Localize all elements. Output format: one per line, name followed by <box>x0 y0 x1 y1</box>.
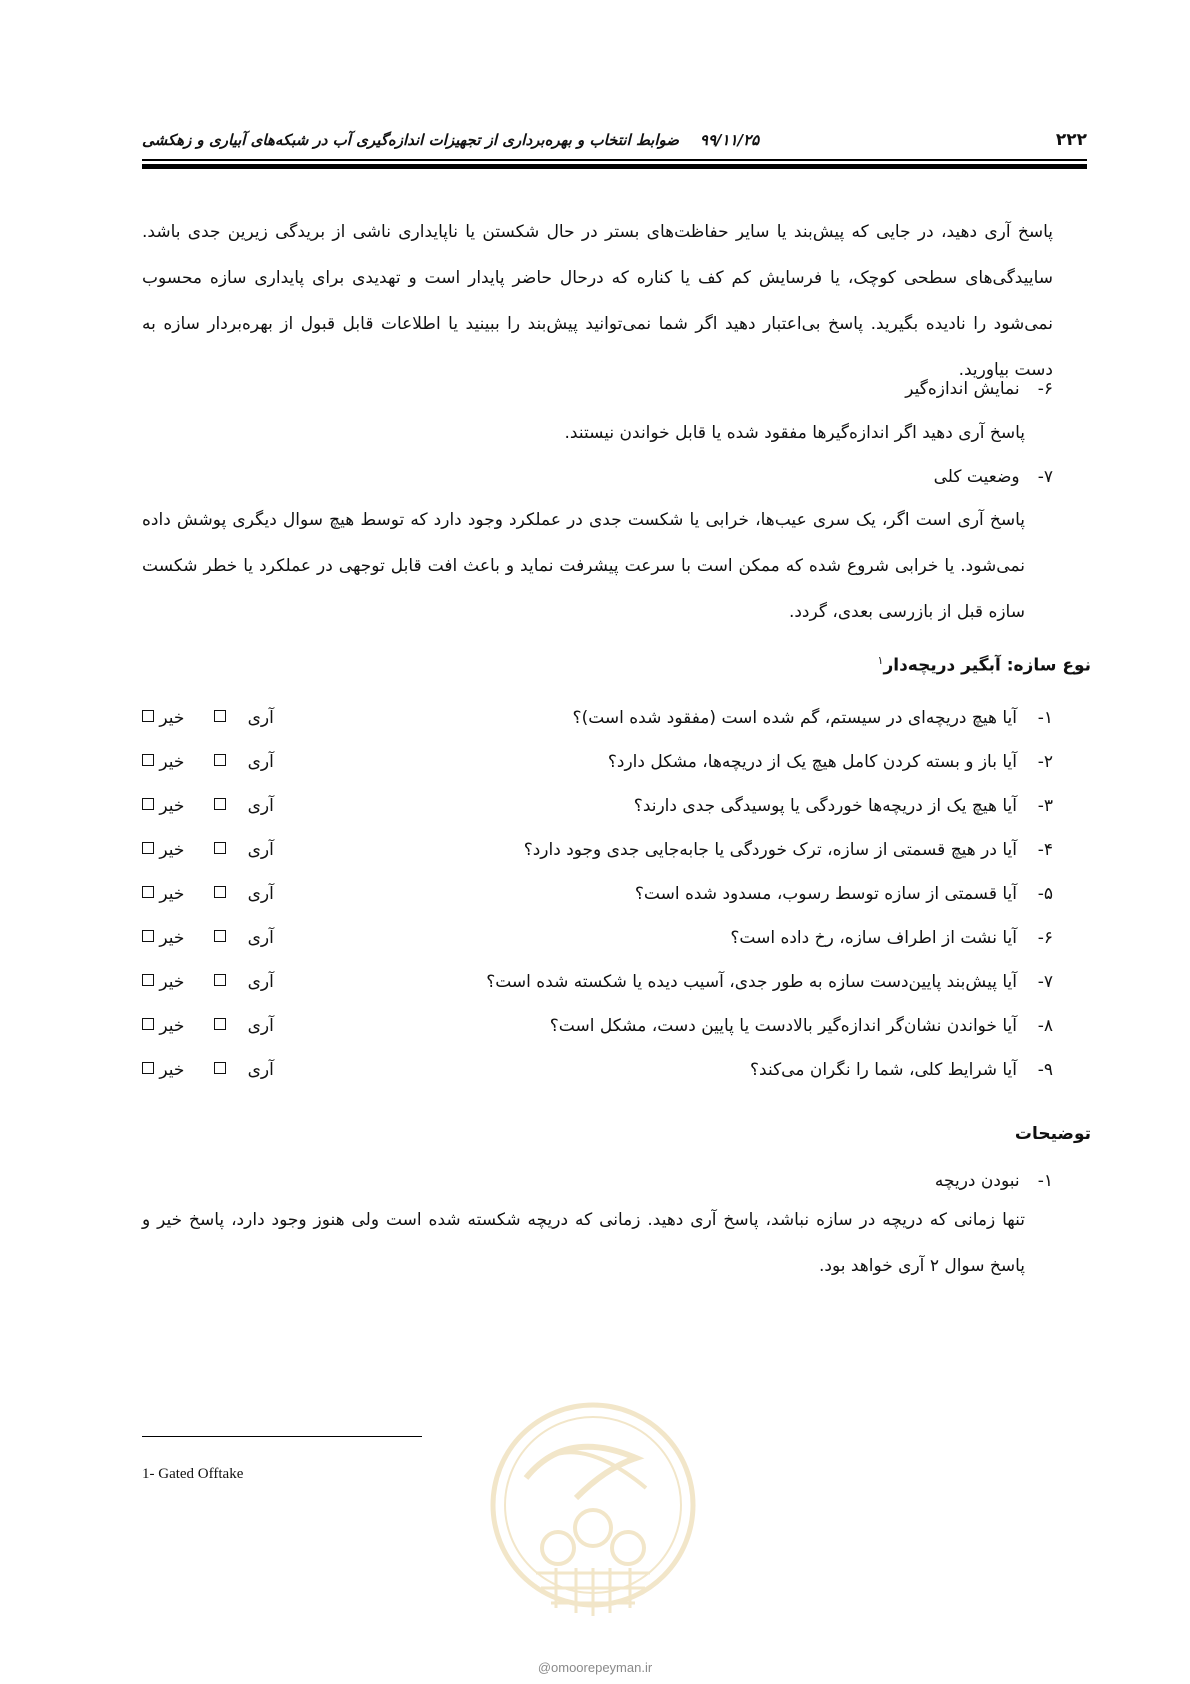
question-label: آیا باز و بسته کردن کامل هیچ یک از دریچه‌ها، مشکل دارد؟ <box>607 752 1017 772</box>
checkbox-icon[interactable] <box>214 1062 226 1074</box>
no-option[interactable] <box>142 1055 184 1085</box>
yes-option[interactable] <box>214 747 274 777</box>
no-option[interactable] <box>142 703 184 733</box>
omoorepeyman-seal-icon <box>486 1398 700 1658</box>
checkbox-icon[interactable] <box>214 886 226 898</box>
no-option[interactable] <box>142 835 184 865</box>
yes-label: آری <box>247 928 274 948</box>
yes-label: آری <box>247 840 274 860</box>
yes-label: آری <box>247 884 274 904</box>
no-label: خیر <box>159 972 185 992</box>
item-title: وضعیت کلی <box>933 467 1020 487</box>
question-row <box>142 703 1053 733</box>
checkbox-icon[interactable] <box>214 710 226 722</box>
yes-option[interactable] <box>214 703 274 733</box>
no-label: خیر <box>159 1016 185 1036</box>
yes-label: آری <box>247 1016 274 1036</box>
footnote-ref: ۱ <box>877 654 884 667</box>
no-option[interactable] <box>142 923 184 953</box>
question-row <box>142 791 1053 821</box>
question-label: آیا شرایط کلی، شما را نگران می‌کند؟ <box>750 1060 1017 1080</box>
no-label: خیر <box>159 884 185 904</box>
checkbox-icon[interactable] <box>142 974 154 986</box>
question-number: ۸- <box>1037 1016 1053 1036</box>
answer-options <box>142 791 277 821</box>
checkbox-icon[interactable] <box>214 754 226 766</box>
item-6-heading <box>905 374 1053 404</box>
intro-paragraph: پاسخ آری دهید، در جایی که پیش‌بند یا سایر حفاظت‌های بستر در حال شکستن یا ناپایداری ناشی از بریدگی زیرین جدی باشد. ساییدگی‌های سطحی کوچک، یا فرسایش کم کف یا کناره که درحال حاضر پایدار است و تهدیدی برای پایداری سازه محسوب نمی‌شود را نادیده بگیرید. پاسخ بی‌اعتبار دهید اگر شما نمی‌توانید پیش‌بند را ببینید یا اطلاعات قابل قبول از بهره‌بردار سازه به دست بیاورید. <box>142 222 1053 380</box>
no-option[interactable] <box>142 879 184 909</box>
question-row <box>142 835 1053 865</box>
item-7-text: پاسخ آری است اگر، یک سری عیب‌ها، خرابی یا شکست جدی در عملکرد وجود دارد که توسط هیچ سوال دیگری پوشش داده نمی‌شود. یا خرابی شروع شده که ممکن است با سرعت پیشرفت نماید و باعث افت قابل توجهی در عملکرد یا خطر شکست سازه قبل از بازرسی بعدی، گردد. <box>142 510 1025 622</box>
yes-label: آری <box>247 972 274 992</box>
notes-title: توضیحات <box>1014 1124 1091 1144</box>
question-number: ۵- <box>1037 884 1053 904</box>
no-option[interactable] <box>142 791 184 821</box>
question-label: آیا هیچ یک از دریچه‌ها خوردگی یا پوسیدگی جدی دارند؟ <box>633 796 1017 816</box>
question-number: ۱- <box>1037 708 1053 728</box>
question-number: ۷- <box>1037 972 1053 992</box>
question-label: آیا در هیچ قسمتی از سازه، ترک خوردگی یا جابه‌جایی جدی وجود دارد؟ <box>523 840 1017 860</box>
answer-options <box>142 967 277 997</box>
no-label: خیر <box>159 1060 185 1080</box>
yes-option[interactable] <box>214 791 274 821</box>
no-option[interactable] <box>142 967 184 997</box>
yes-label: آری <box>247 1060 274 1080</box>
question-number: ۲- <box>1037 752 1053 772</box>
answer-options <box>142 703 277 733</box>
yes-option[interactable] <box>214 879 274 909</box>
question-number: ۶- <box>1037 928 1053 948</box>
question-row <box>142 923 1053 953</box>
checkbox-icon[interactable] <box>214 1018 226 1030</box>
question-number: ۹- <box>1037 1060 1053 1080</box>
question-text <box>730 923 1053 953</box>
question-label: آیا خواندن نشان‌گر اندازه‌گیر بالادست یا پایین دست، مشکل است؟ <box>549 1016 1017 1036</box>
item-7-heading <box>934 462 1053 492</box>
checkbox-icon[interactable] <box>142 886 154 898</box>
question-text <box>486 967 1053 997</box>
checkbox-icon[interactable] <box>142 1062 154 1074</box>
checkbox-icon[interactable] <box>214 930 226 942</box>
watermark-url: @omoorepeyman.ir <box>537 1660 653 1675</box>
structure-type-title <box>878 654 1091 676</box>
answer-options <box>142 835 277 865</box>
yes-label: آری <box>247 752 274 772</box>
item-title: نمایش اندازه‌گیر <box>905 379 1020 399</box>
question-number: ۳- <box>1037 796 1053 816</box>
item-6-text: پاسخ آری دهید اگر اندازه‌گیرها مفقود شده یا قابل خواندن نیستند. <box>564 423 1025 443</box>
structure-type-title-text: نوع سازه: آبگیر دریچه‌دار <box>883 655 1091 676</box>
page-number: ۲۲۲ <box>1055 130 1087 150</box>
no-label: خیر <box>159 796 185 816</box>
question-text <box>750 1055 1053 1085</box>
question-row <box>142 879 1053 909</box>
header-title: ضوابط انتخاب و بهره‌برداری از تجهیزات اندازه‌گیری آب در شبکه‌های آبیاری و زهکشی <box>142 131 680 149</box>
question-text <box>634 791 1053 821</box>
no-option[interactable] <box>142 747 184 777</box>
checkbox-icon[interactable] <box>142 842 154 854</box>
answer-options <box>142 923 277 953</box>
question-row <box>142 1011 1053 1041</box>
checkbox-icon[interactable] <box>214 974 226 986</box>
yes-option[interactable] <box>214 967 274 997</box>
checkbox-icon[interactable] <box>142 930 154 942</box>
footnote: 1- Gated Offtake <box>142 1466 244 1482</box>
answer-options <box>142 879 277 909</box>
checkbox-icon[interactable] <box>142 1018 154 1030</box>
question-text <box>608 747 1053 777</box>
checkbox-icon[interactable] <box>142 798 154 810</box>
checkbox-icon[interactable] <box>142 754 154 766</box>
answer-options <box>142 1011 277 1041</box>
header-date: ۹۹/۱۱/۲۵ <box>699 131 760 149</box>
checkbox-icon[interactable] <box>142 710 154 722</box>
question-text <box>635 879 1053 909</box>
yes-option[interactable] <box>214 1011 274 1041</box>
answer-options <box>142 747 277 777</box>
note-number: ۱- <box>1037 1171 1053 1191</box>
no-label: خیر <box>159 928 185 948</box>
answer-options <box>142 1055 277 1085</box>
question-text <box>573 703 1053 733</box>
note-1-heading <box>935 1166 1053 1196</box>
yes-option[interactable] <box>214 1055 274 1085</box>
question-number: ۴- <box>1037 840 1053 860</box>
question-text <box>550 1011 1053 1041</box>
question-row <box>142 747 1053 777</box>
no-option[interactable] <box>142 1011 184 1041</box>
question-row <box>142 967 1053 997</box>
question-label: آیا قسمتی از سازه توسط رسوب، مسدود شده است؟ <box>634 884 1017 904</box>
note-title: نبودن دریچه <box>934 1171 1020 1191</box>
checkbox-icon[interactable] <box>214 798 226 810</box>
yes-label: آری <box>247 796 274 816</box>
checkbox-icon[interactable] <box>214 842 226 854</box>
item-number: ۶- <box>1037 379 1053 399</box>
question-label: آیا هیچ دریچه‌ای در سیستم، گم شده است (مفقود شده است)؟ <box>572 708 1017 728</box>
no-label: خیر <box>159 708 185 728</box>
question-label: آیا نشت از اطراف سازه، رخ داده است؟ <box>730 928 1017 948</box>
question-row <box>142 1055 1053 1085</box>
item-number: ۷- <box>1037 467 1053 487</box>
footnote-divider <box>142 1436 422 1437</box>
no-label: خیر <box>159 840 185 860</box>
yes-label: آری <box>247 708 274 728</box>
question-text <box>524 835 1053 865</box>
no-label: خیر <box>159 752 185 772</box>
yes-option[interactable] <box>214 835 274 865</box>
question-label: آیا پیش‌بند پایین‌دست سازه به طور جدی، آسیب دیده یا شکسته شده است؟ <box>486 972 1017 992</box>
note-1-text: تنها زمانی که دریچه در سازه نباشد، پاسخ آری دهید. زمانی که دریچه شکسته شده است ولی هنوز وجود دارد، پاسخ خیر و پاسخ سوال ۲ آری خواهد بود. <box>142 1210 1025 1276</box>
yes-option[interactable] <box>214 923 274 953</box>
